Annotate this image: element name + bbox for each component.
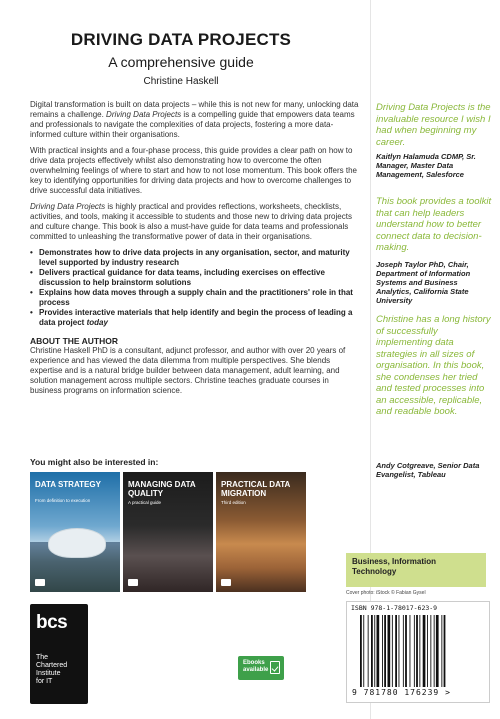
cover-credit: Cover photo: iStock © Fabian Gysel	[346, 590, 426, 596]
blurb-paragraph-1: Digital transformation is built on data projects – while this is not new for many, unlocking data remains a challenge. Driving Data Projects is a compelling guide that empowers data teams and professionals to navigate the complexities of data projects, fostering a more data-informed culture within their organisations.	[30, 100, 359, 139]
list-item: • Demonstrates how to drive data projects in any organisation, sector, and maturity level supported by industry research	[30, 248, 362, 268]
book-author: Christine Haskell	[143, 76, 219, 87]
ebook-download-icon	[270, 661, 280, 674]
quote-2-attribution: Joseph Taylor PhD, Chair, Department of Information Systems and Business Analytics, California State University	[376, 260, 471, 305]
satellite-dish-image	[48, 528, 106, 558]
blurb	[30, 100, 362, 402]
bcs-badge-icon	[35, 579, 45, 586]
feature-list	[30, 248, 362, 328]
blurb-paragraph-2: With practical insights and a four-phase process, this guide provides a clear path on how to drive data projects effectively whilst also demonstrating how to overcome the often overwhelming feelings of where to start and how to not lose momentum. This book offers the key to identifying opportunities for driving data projects and how to overcome challenges to drive successful data initiatives.	[30, 146, 357, 195]
bcs-badge-icon	[128, 579, 138, 586]
list-item: • Provides interactive materials that help identify and begin the process of leading a data project today	[30, 308, 362, 328]
bcs-logo: bcs The Chartered Institute for IT	[30, 604, 88, 704]
bcs-badge-icon	[221, 579, 231, 586]
related-book-data-strategy[interactable]: DATA STRATEGY From definition to execution	[30, 472, 120, 592]
quote-1-attribution: Kaitlyn Halamuda CDMP, Sr. Manager, Master Data Management, Salesforce	[376, 152, 476, 179]
ebooks-badge: Ebooks available	[238, 656, 284, 680]
list-item: • Explains how data moves through a supply chain and the practitioners' role in that process	[30, 288, 362, 308]
book-title: DRIVING DATA PROJECTS	[70, 30, 292, 49]
related-book-managing-data-quality[interactable]: MANAGING DATA QUALITY A practical guide	[123, 472, 213, 592]
about-heading: ABOUT THE AUTHOR	[30, 336, 118, 346]
quote-2: This book provides a toolkit that can help leaders understand how to better connect data to decision-making.	[376, 196, 492, 253]
book-subtitle: A comprehensive guide	[108, 54, 254, 70]
list-item: • Delivers practical guidance for data teams, including exercises on effective discussion to help brainstorm solutions	[30, 268, 362, 288]
isbn-label: ISBN 978-1-78017-623-9	[351, 604, 438, 612]
quote-1: Driving Data Projects is the invaluable resource I wish I had when beginning my career.	[376, 102, 491, 148]
related-heading: You might also be interested in:	[30, 457, 159, 467]
about-text: Christine Haskell PhD is a consultant, adjunct professor, and author with over 20 years of experience and has viewed the data dilemma from multiple perspectives. She blends expertise and is a natural bridge builder between data management, adult learning, and solution management across multiple sectors. Christine teaches graduate courses in business programs on information science.	[30, 346, 346, 395]
related-book-practical-data-migration[interactable]: PRACTICAL DATA MIGRATION Third edition	[216, 472, 306, 592]
quote-3: Christine has a long history of successfully implementing data strategies in all sizes of organisation. In this book, she condenses her tried and tested processes into an accessible, replicable, and readable book.	[376, 314, 491, 417]
barcode-image	[360, 615, 480, 687]
category-label: Business, Information Technology	[346, 553, 486, 587]
quote-3-attribution: Andy Cotgreave, Senior Data Evangelist, Tableau	[376, 461, 480, 479]
blurb-paragraph-3: Driving Data Projects is highly practical and provides reflections, worksheets, checklists, activities, and tools, making it accessible to students and those new to driving data projects and culture change. This book is also a must-have guide for data teams and professionals committed to unleashing the transformative power of data in their organisations.	[30, 202, 352, 241]
barcode-number: 9 781780 176239 >	[352, 688, 451, 697]
